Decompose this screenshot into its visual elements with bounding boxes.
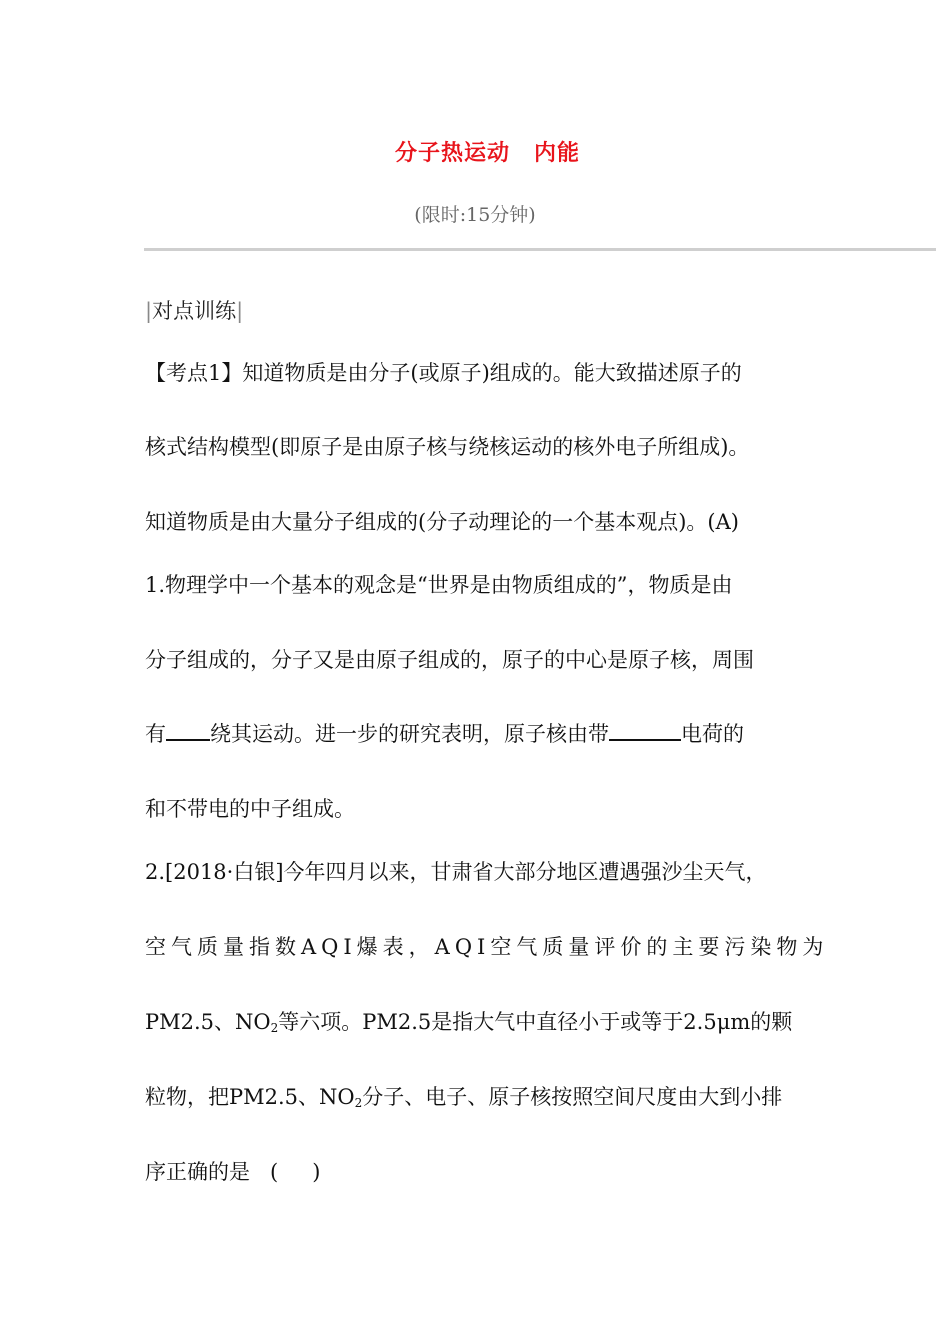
answer-paren-open: ( xyxy=(270,1160,279,1184)
point-tag: 【考点1】 xyxy=(145,361,243,385)
time-limit: (限时:15分钟) xyxy=(414,204,536,226)
header-divider xyxy=(144,248,936,251)
section-heading: |对点训练| xyxy=(145,299,244,323)
answer-blank-2[interactable] xyxy=(609,719,681,741)
q1-line-2: 分子组成的，分子又是由原子组成的，原子的中心是原子核，周围 xyxy=(145,648,754,672)
section-label: 对点训练 xyxy=(152,299,237,323)
q2-line-2: 空气质量指数AQI爆表，AQI空气质量评价的主要污染物为 xyxy=(145,935,829,959)
q1-line-3: 有 绕其运动。进一步的研究表明，原子核由带 电荷的 xyxy=(145,719,744,749)
q1-line-1: 1.物理学中一个基本的观念是“世界是由物质组成的”，物质是由 xyxy=(145,573,733,597)
q2-line-4: 粒物，把PM2.5、$NO_2$分子、电子、原子核按照空间尺度由大到小排 xyxy=(145,1085,783,1110)
point-line-1: 【考点1】知道物质是由分子(或原子)组成的。能大致描述原子的 xyxy=(145,361,742,385)
title-part2: 内能 xyxy=(534,141,581,166)
document-title xyxy=(0,136,950,167)
answer-blank-1[interactable] xyxy=(166,719,210,741)
title-part1: 分子热运动 xyxy=(394,141,510,166)
point-line-2: 核式结构模型(即原子是由原子核与绕核运动的核外电子所组成)。 xyxy=(145,435,750,459)
answer-paren-close: ) xyxy=(312,1160,321,1184)
point-line-3: 知道物质是由大量分子组成的(分子动理论的一个基本观点)。(A) xyxy=(145,510,739,534)
q2-line-5: 序正确的是 ( ) xyxy=(145,1160,321,1184)
q1-line-4: 和不带电的中子组成。 xyxy=(145,797,355,821)
q2-line-3: PM2.5、$NO_2$等六项。PM2.5是指大气中直径小于或等于2.5μm的颗 xyxy=(145,1010,793,1035)
q2-line-1: 2.[2018·白银]今年四月以来，甘肃省大部分地区遭遇强沙尘天气， xyxy=(145,860,767,884)
